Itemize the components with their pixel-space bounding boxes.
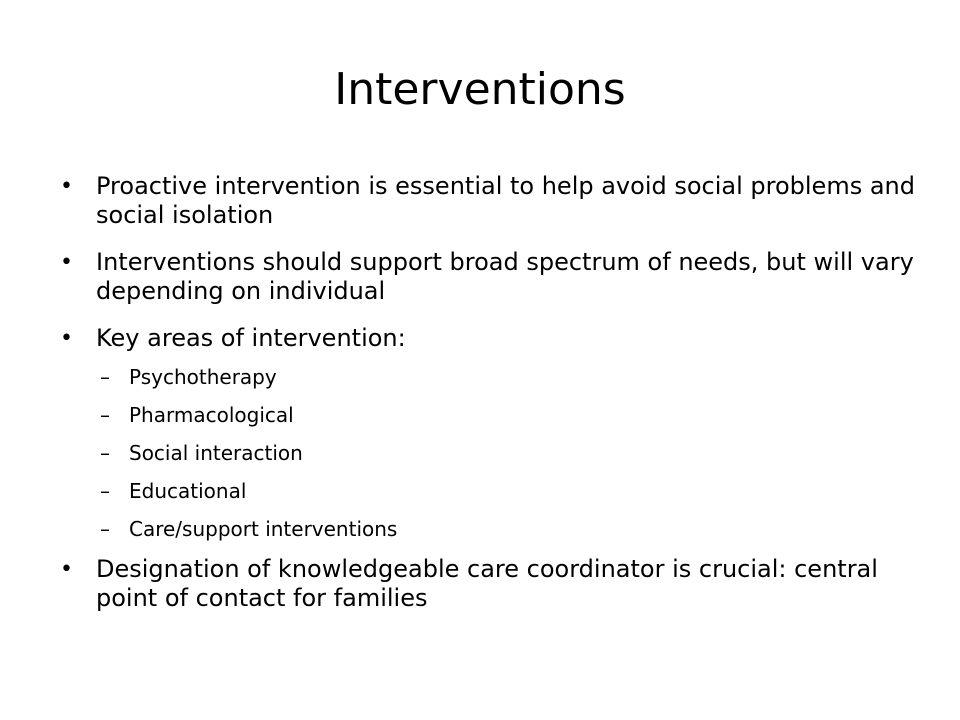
bullet-item [60, 555, 920, 613]
sub-marker: – [100, 365, 110, 389]
slide-title: Interventions [334, 64, 626, 115]
sub-list [60, 365, 920, 541]
sub-marker: – [100, 441, 110, 465]
bullet-item [60, 324, 920, 353]
bullet-marker: • [60, 326, 73, 351]
sub-item [60, 403, 920, 427]
bullet-text: Interventions should support broad spectrum of needs, but will vary depending on individual [96, 248, 914, 305]
sub-marker: – [100, 403, 110, 427]
sub-item-text: Psychotherapy [129, 365, 277, 389]
sub-marker: – [100, 517, 110, 541]
bullet-item [60, 172, 920, 230]
sub-item [60, 441, 920, 465]
bullet-text: Proactive intervention is essential to help avoid social problems and social isolation [96, 172, 915, 229]
sub-item-text: Pharmacological [129, 403, 294, 427]
slide-content [60, 172, 920, 631]
sub-item [60, 517, 920, 541]
sub-item-text: Social interaction [129, 441, 303, 465]
bullet-marker: • [60, 557, 73, 582]
sub-item [60, 365, 920, 389]
bullet-marker: • [60, 174, 73, 199]
sub-marker: – [100, 479, 110, 503]
sub-item [60, 479, 920, 503]
sub-item-text: Educational [129, 479, 247, 503]
sub-item-text: Care/support interventions [129, 517, 398, 541]
bullet-text: Key areas of intervention: [96, 324, 406, 352]
bullet-marker: • [60, 250, 73, 275]
bullet-text: Designation of knowledgeable care coordinator is crucial: central point of contact for families [96, 555, 878, 612]
bullet-item [60, 248, 920, 306]
